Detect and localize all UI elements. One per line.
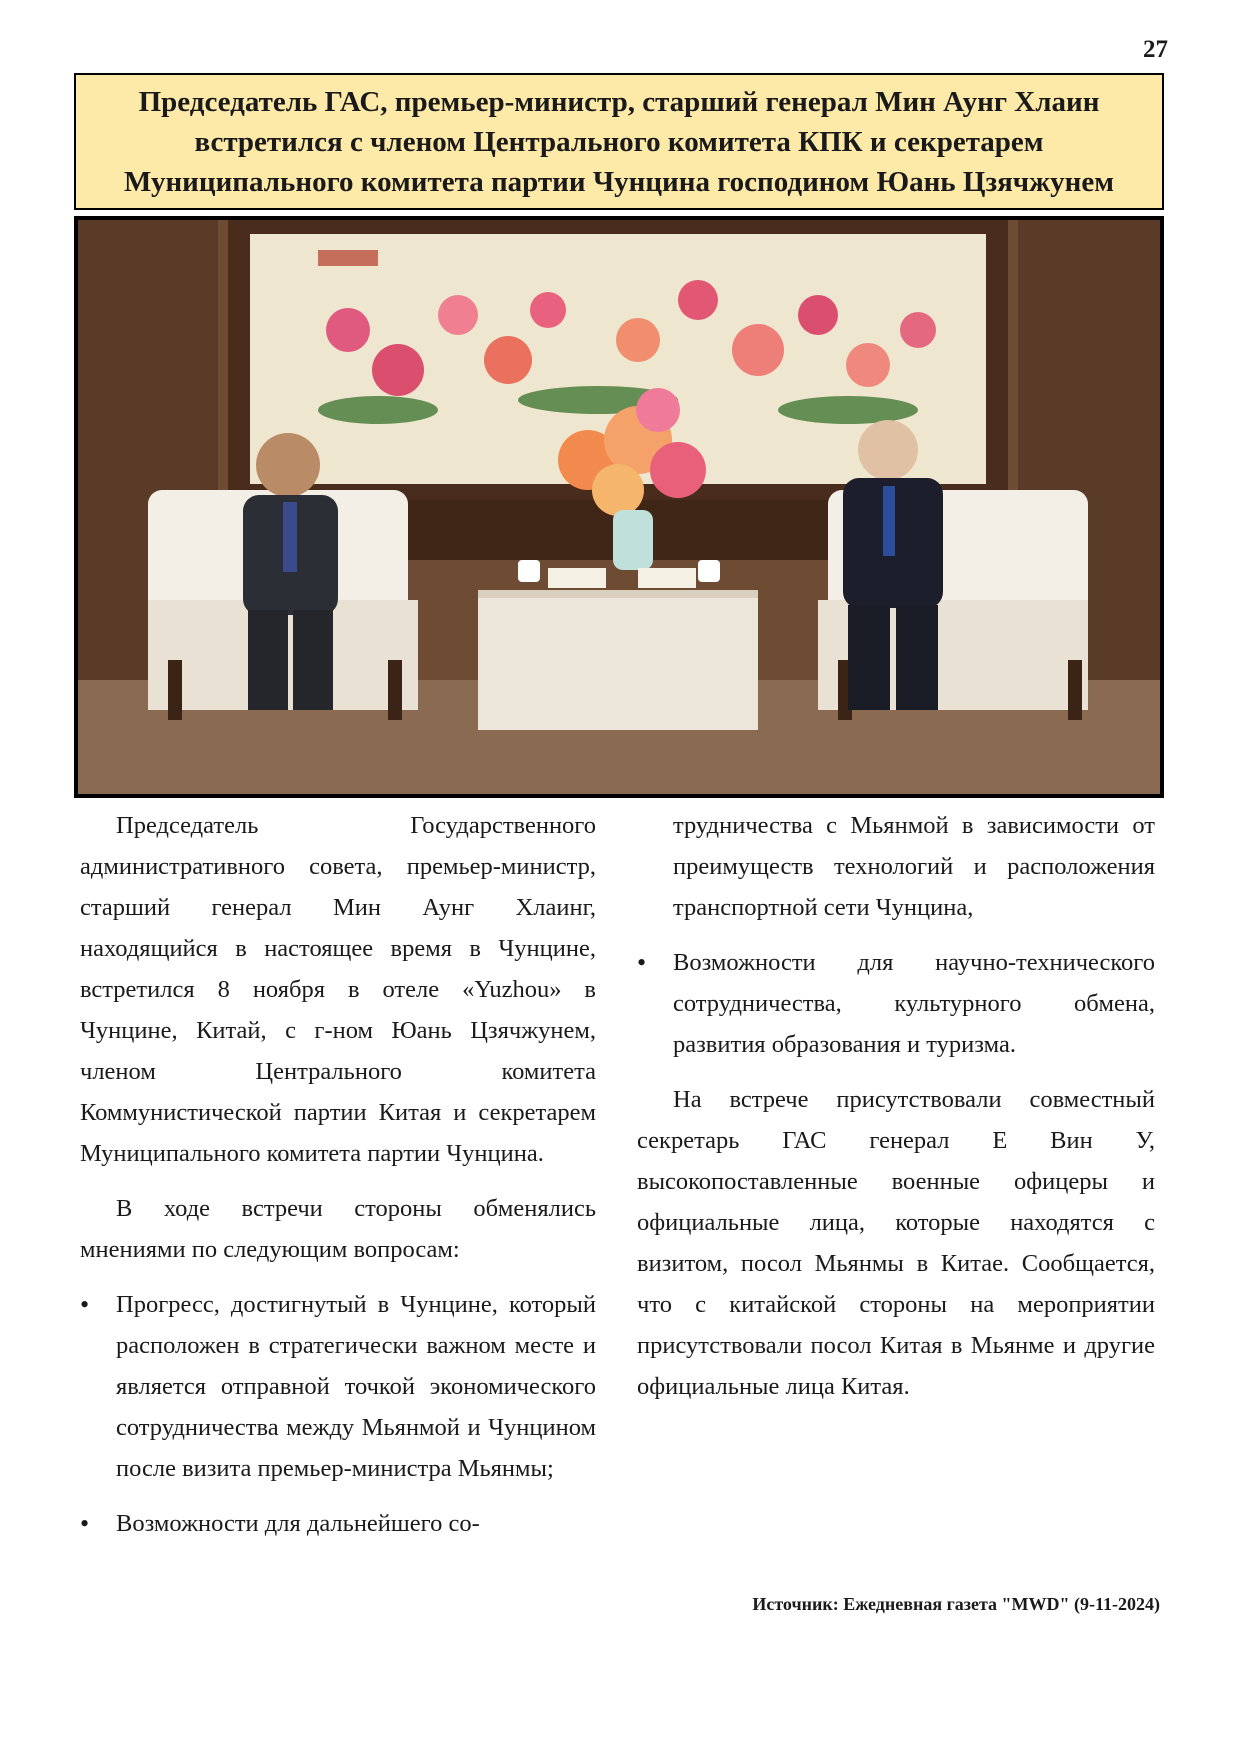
headline: Председатель ГАС, премьер-министр, старший генерал Мин Аунг Хлаин встретился с членом Центрального комитета КПК и секретарем Муниципального комитета партии Чунцина господином Юань Цзячжунем [123,85,1115,198]
topics-list [80,1284,596,1544]
left-column [80,805,596,1558]
list-item: • Возможности для дальнейшего со- [80,1503,596,1544]
headline-box [74,73,1164,210]
list-item: трудничества с Мьянмой в зависимости от преимуществ технологий и расположения транспортной сети Чунцина, [673,812,1155,921]
source-credit: Источник: Ежедневная газета "MWD" (9-11-2024) [752,1594,1160,1614]
list-item: • Возможности для научно-технического сотрудничества, культурного обмена, развития образования и туризма. [637,942,1155,1065]
paragraph-attendees: На встрече присутствовали совместный секретарь ГАС генерал Е Вин У, высокопоставленные военные офицеры и официальные лица, которые находятся с визитом, посол Мьянмы в Китае. Сообщается, что с китайской стороны на мероприятии присутствовали посол Китая в Мьянме и другие официальные лица Китая. [637,1086,1155,1400]
meeting-photo-illustration [78,220,1160,794]
topics-list-continued [637,805,1155,1065]
page-number: 27 [1143,36,1168,63]
meeting-photo [74,216,1164,798]
paragraph-intro: Председатель Государственного административного совета, премьер-министр, старший генерал Мин Аунг Хлаинг, находящийся в настоящее время в Чунцине, встретился 8 ноября в отеле «Yuzhou» в Чунцине, Китай, с г-ном Юань Цзячжунем, членом Центрального комитета Коммунистической партии Китая и секретарем Муниципального комитета партии Чунцина. [80,812,596,1167]
right-column [637,805,1155,1421]
list-item: • Прогресс, достигнутый в Чунцине, который расположен в стратегически важном месте и является отправной точкой экономического сотрудничества между Мьянмой и Чунцином после визита премьер-министра Мьянмы; [80,1284,596,1489]
paragraph-topics-intro: В ходе встречи стороны обменялись мнениями по следующим вопросам: [80,1195,596,1263]
